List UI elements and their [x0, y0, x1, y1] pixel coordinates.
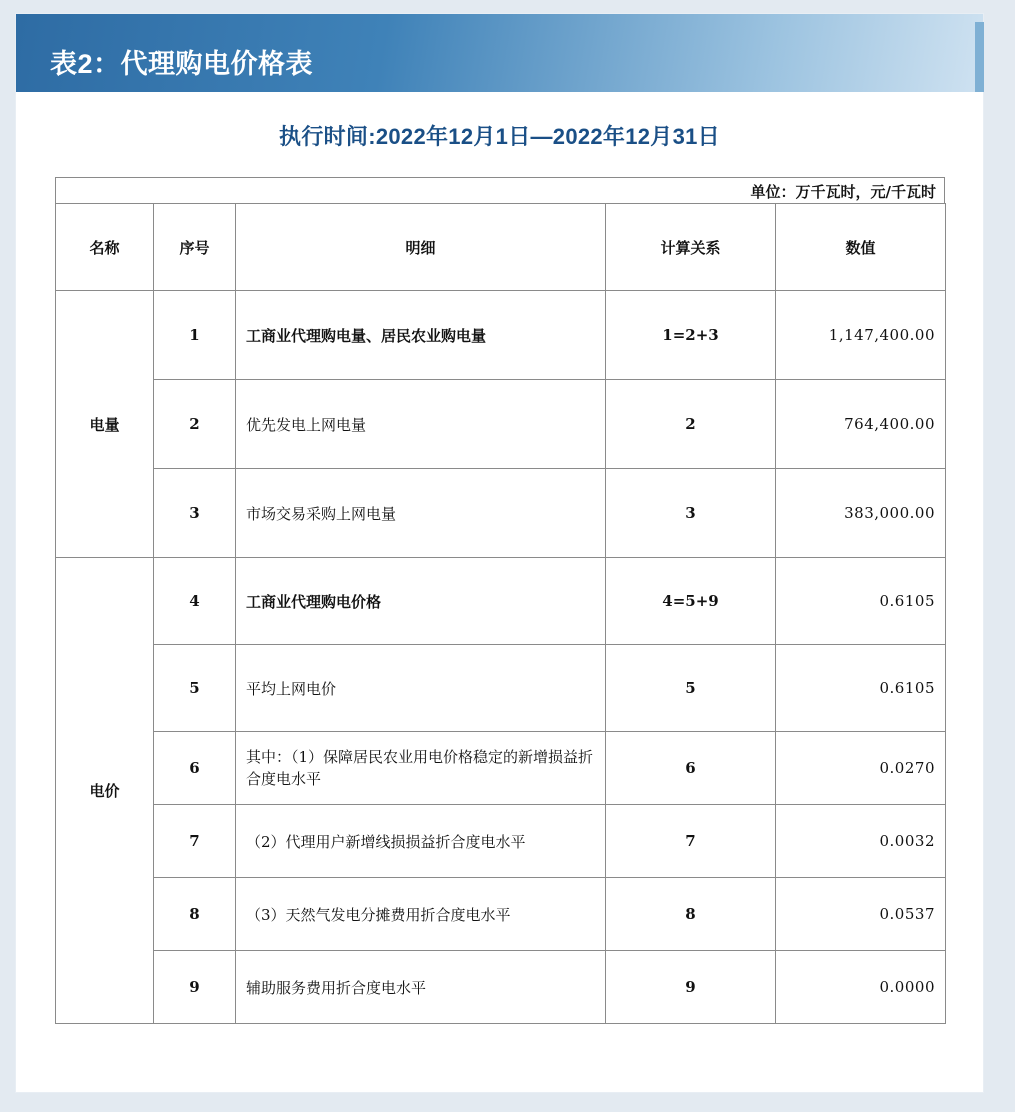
- cell-value: 0.0000: [776, 951, 946, 1024]
- cell-calc: 4=5+9: [606, 558, 776, 645]
- banner-right-accent: [975, 22, 984, 92]
- cell-calc: 7: [606, 805, 776, 878]
- table-row: [56, 380, 946, 469]
- cell-seq: 6: [154, 732, 236, 805]
- table-row: [56, 291, 946, 380]
- cell-calc: 2: [606, 380, 776, 469]
- cell-seq: 1: [154, 291, 236, 380]
- unit-note-row: [55, 177, 945, 203]
- column-header-value: 数值: [776, 204, 946, 291]
- column-header-calc: 计算关系: [606, 204, 776, 291]
- cell-detail: 优先发电上网电量: [236, 380, 606, 469]
- cell-seq: 9: [154, 951, 236, 1024]
- table-header-row: [56, 204, 946, 291]
- unit-note: 单位：万千瓦时，元/千瓦时: [750, 183, 936, 201]
- table-row: [56, 732, 946, 805]
- page-title: 表2：代理购电价格表: [50, 49, 314, 79]
- cell-detail: 市场交易采购上网电量: [236, 469, 606, 558]
- table-row: [56, 645, 946, 732]
- cell-detail: （3）天然气发电分摊费用折合度电水平: [236, 878, 606, 951]
- cell-value: 0.6105: [776, 558, 946, 645]
- column-header-detail: 明细: [236, 204, 606, 291]
- table-row: [56, 951, 946, 1024]
- table-row: [56, 878, 946, 951]
- cell-detail: 辅助服务费用折合度电水平: [236, 951, 606, 1024]
- execution-period: 执行时间:2022年12月1日—2022年12月31日: [279, 124, 720, 149]
- cell-value: 0.0270: [776, 732, 946, 805]
- title-banner: [16, 14, 983, 92]
- cell-detail: 平均上网电价: [236, 645, 606, 732]
- cell-calc: 1=2+3: [606, 291, 776, 380]
- cell-value: 0.0537: [776, 878, 946, 951]
- column-header-name: 名称: [56, 204, 154, 291]
- table-row: [56, 805, 946, 878]
- cell-value: 1,147,400.00: [776, 291, 946, 380]
- cell-value: 383,000.00: [776, 469, 946, 558]
- price-table: [55, 203, 946, 1024]
- cell-seq: 2: [154, 380, 236, 469]
- cell-detail: 工商业代理购电价格: [236, 558, 606, 645]
- cell-calc: 8: [606, 878, 776, 951]
- group-label-electricity-price: 电价: [56, 558, 154, 1024]
- cell-value: 764,400.00: [776, 380, 946, 469]
- cell-seq: 5: [154, 645, 236, 732]
- table-row: [56, 469, 946, 558]
- group-label-electricity-volume: 电量: [56, 291, 154, 558]
- cell-calc: 3: [606, 469, 776, 558]
- cell-seq: 8: [154, 878, 236, 951]
- cell-detail: 工商业代理购电量、居民农业购电量: [236, 291, 606, 380]
- cell-seq: 4: [154, 558, 236, 645]
- cell-detail: （2）代理用户新增线损损益折合度电水平: [236, 805, 606, 878]
- cell-detail: 其中：（1）保障居民农业用电价格稳定的新增损益折合度电水平: [236, 732, 606, 805]
- cell-calc: 5: [606, 645, 776, 732]
- table-row: [56, 558, 946, 645]
- document-body: [16, 92, 983, 1092]
- cell-value: 0.6105: [776, 645, 946, 732]
- cell-calc: 6: [606, 732, 776, 805]
- cell-calc: 9: [606, 951, 776, 1024]
- column-header-seq: 序号: [154, 204, 236, 291]
- cell-value: 0.0032: [776, 805, 946, 878]
- cell-seq: 3: [154, 469, 236, 558]
- cell-seq: 7: [154, 805, 236, 878]
